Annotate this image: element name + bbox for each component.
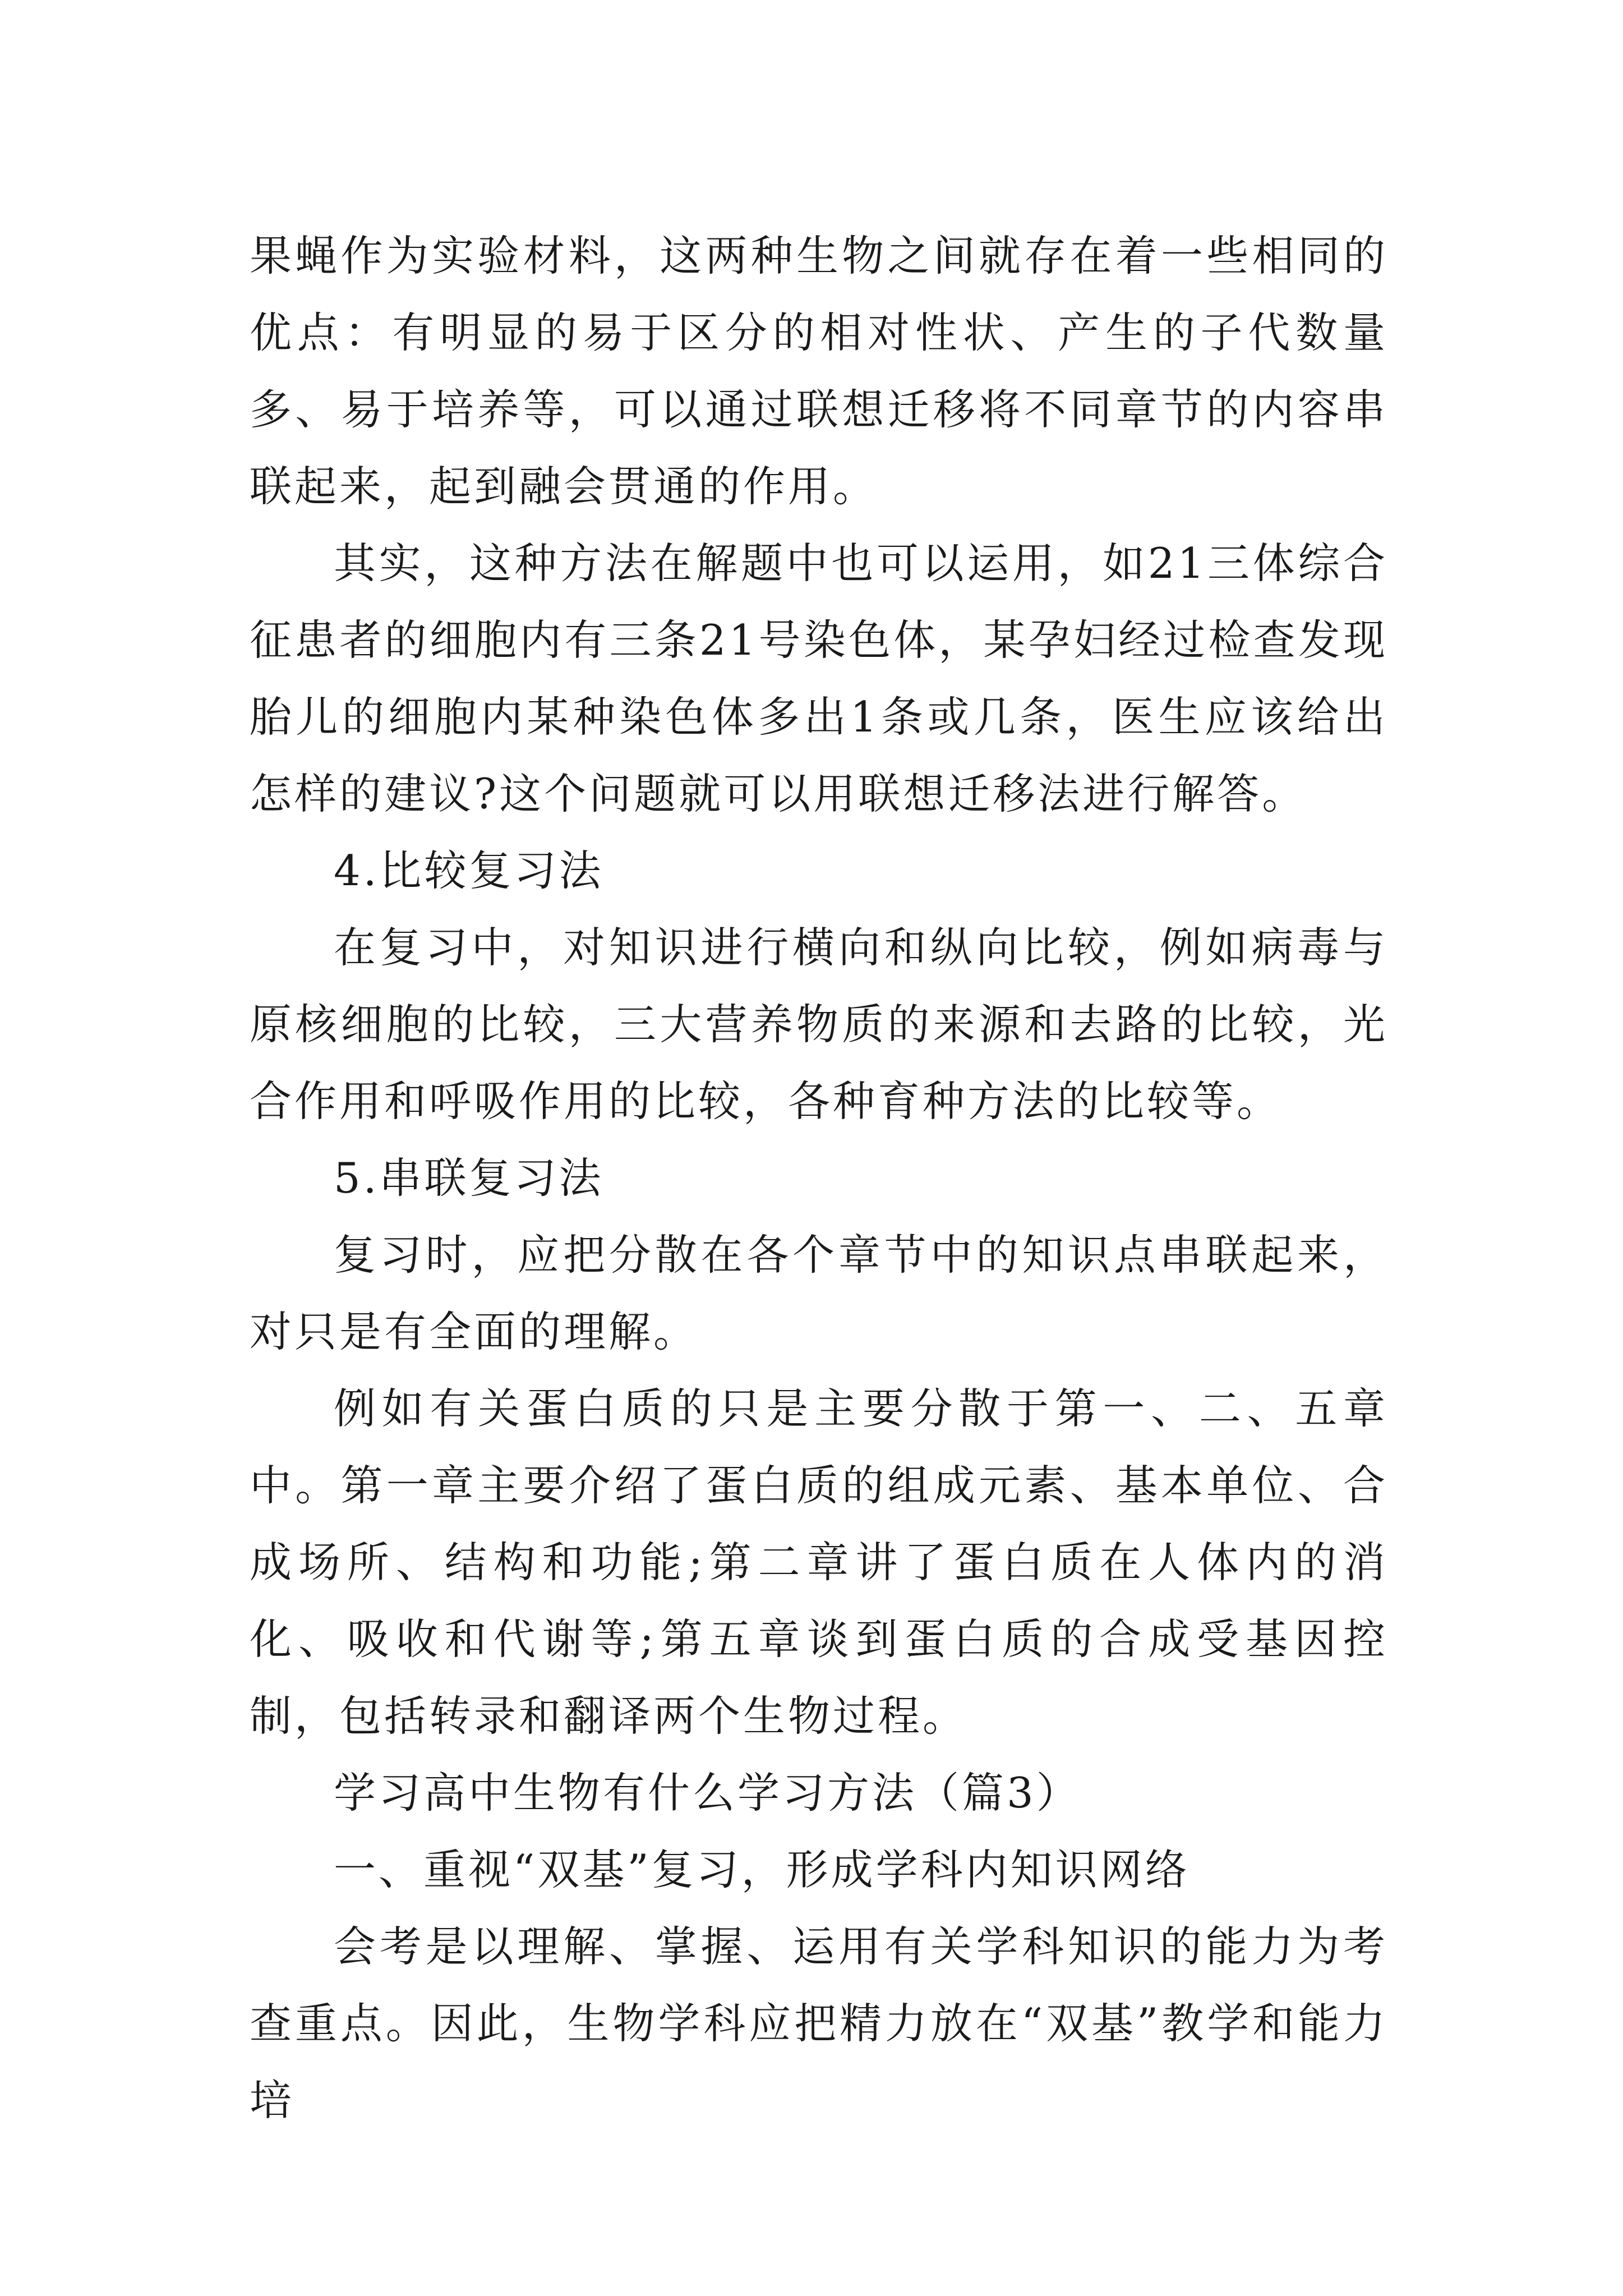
paragraph-continuation: 果蝇作为实验材料，这两种生物之间就存在着一些相同的优点：有明显的易于区分的相对性状、产生的子代数量多、易于培养等，可以通过联想迁移将不同章节的内容串联起来，起到融会贯通的作用。 [250,231,1388,511]
paragraph-protein-example: 例如有关蛋白质的只是主要分散于第一、二、五章中。第一章主要介绍了蛋白质的组成元素、基本单位、合成场所、结构和功能;第二章讲了蛋白质在人体内的消化、吸收和代谢等;第五章谈到蛋白质的合成受基因控制，包括转录和翻译两个生物过程。 [250,1384,1388,1741]
section-heading-comparison: 4.比较复习法 [334,846,604,895]
paragraph-series: 复习时，应把分散在各个章节中的知识点串联起来，对只是有全面的理解。 [250,1230,1388,1356]
paragraph-comparison: 在复习中，对知识进行横向和纵向比较，例如病毒与原核细胞的比较，三大营养物质的来源和去路的比较，光合作用和呼吸作用的比较，各种育种方法的比较等。 [250,923,1388,1126]
section-heading-double-basics: 一、重视“双基”复习，形成学科内知识网络 [334,1845,1190,1894]
article-title-part3: 学习高中生物有什么学习方法（篇3） [334,1768,1081,1818]
section-heading-series: 5.串联复习法 [334,1153,604,1203]
paragraph-association-transfer: 其实，这种方法在解题中也可以运用，如21三体综合征患者的细胞内有三条21号染色体，某孕妇经过检查发现胎儿的细胞内某种染色体多出1条或几条，医生应该给出怎样的建议?这个问题就可以用联想迁移法进行解答。 [250,539,1388,818]
document-body [250,218,1388,2139]
paragraph-exam-focus: 会考是以理解、掌握、运用有关学科知识的能力为考查重点。因此，生物学科应把精力放在“双基”教学和能力培 [250,1922,1388,2125]
